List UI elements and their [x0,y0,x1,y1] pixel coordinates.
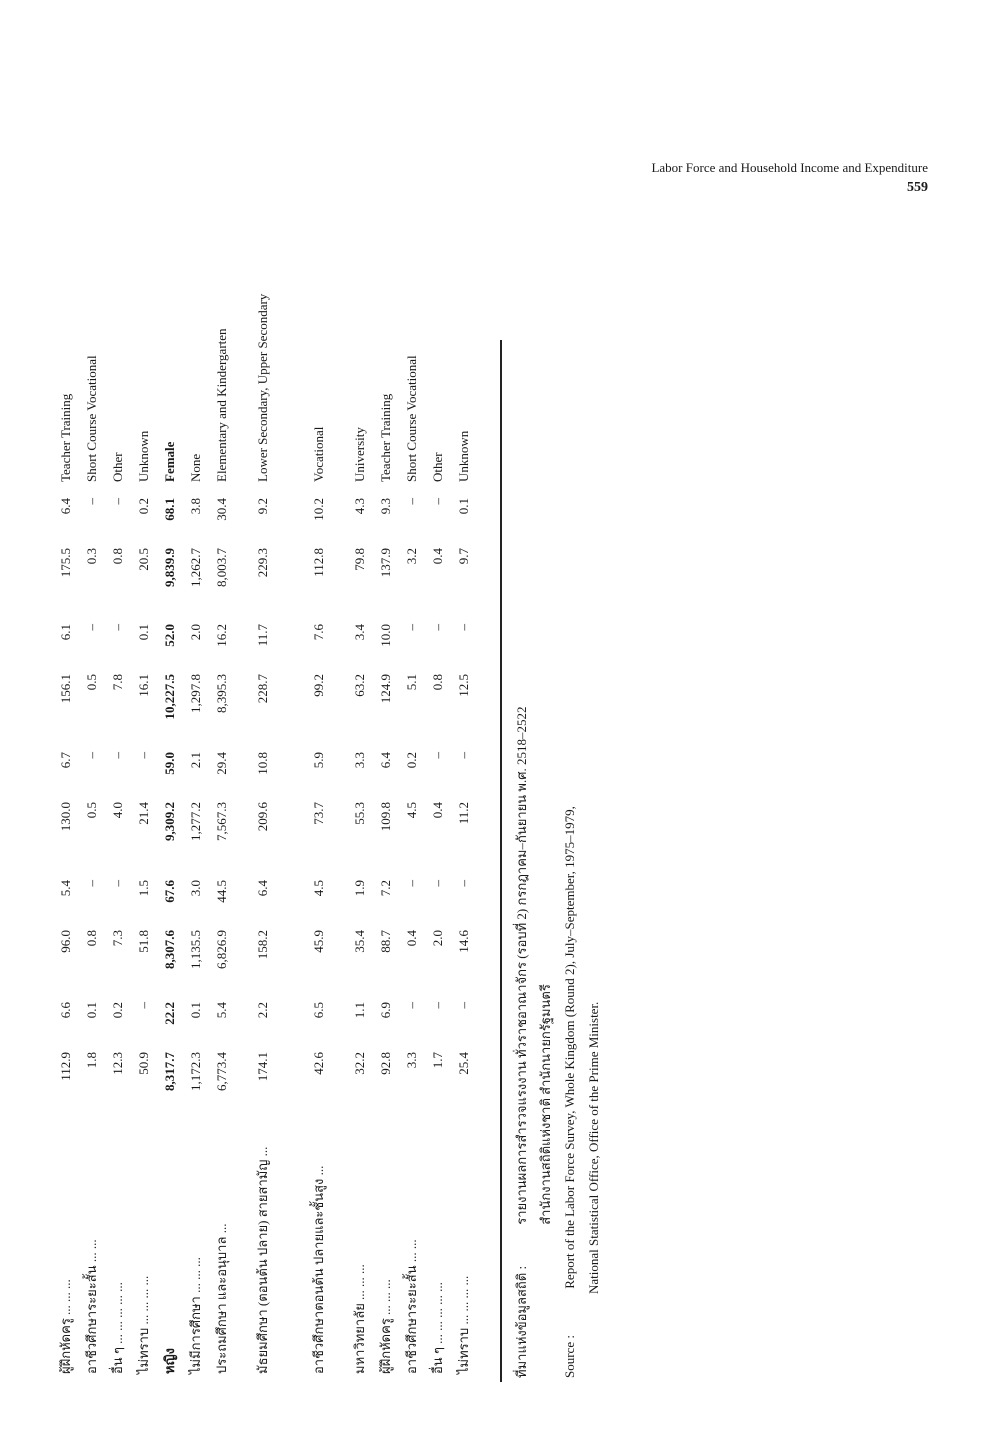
table-row [234,286,290,1382]
cell-value: 8,395.3 [213,674,229,713]
cell-value: 1,297.8 [187,674,203,713]
cell-value: 1,262.7 [187,548,203,587]
row-label-english: Other [109,452,125,482]
row-label-english: Unknown [135,430,151,482]
table-row [208,286,234,1382]
cell-value: 11.2 [455,802,471,825]
cell-value: – [135,752,151,759]
cell-value: 79.8 [351,548,367,571]
row-label-thai: อาชีวศึกษาระยะสั้น ... ... [403,1239,419,1374]
cell-value: 4.5 [403,802,419,819]
cell-value: 1.1 [351,1002,367,1019]
cell-value: 130.0 [57,802,73,832]
cell-value: 6.4 [377,752,393,769]
source-thai-line-1 [510,282,534,1378]
cell-value: – [109,752,125,759]
cell-value: 0.4 [429,548,445,565]
table-row [372,286,398,1382]
page-number: 559 [907,180,928,195]
cell-value: – [83,498,99,505]
cell-value: 92.8 [377,1052,393,1075]
row-label-english: Short Course Vocational [83,355,99,482]
row-label-thai: ผู้ฝึกหัดครู ... ... ... [57,1279,73,1374]
table-row [398,286,424,1382]
cell-value: 7.8 [109,674,125,691]
row-label-english: Short Course Vocational [403,355,419,482]
cell-value: 0.1 [187,1002,203,1019]
table-row [104,286,130,1382]
cell-value: 21.4 [135,802,151,825]
cell-value: 4.0 [109,802,125,819]
cell-value: 124.9 [377,674,393,704]
table-row [156,286,182,1382]
row-label-english: Teacher Training [377,393,393,482]
row-label-thai: อาชีวศึกษาระยะสั้น ... ... [83,1239,99,1374]
cell-value: 20.5 [135,548,151,571]
cell-value: 51.8 [135,930,151,953]
cell-value: 2.2 [254,1002,270,1019]
cell-value: 2.0 [429,930,445,947]
cell-value: 99.2 [310,674,326,697]
page-header [651,158,928,198]
cell-value: 16.1 [135,674,151,697]
cell-value: 68.1 [161,498,177,521]
cell-value: 0.2 [135,498,151,515]
row-label-thai: ประถมศึกษา และอนุบาล ... [213,1223,229,1374]
cell-value: 112.8 [310,548,326,577]
cell-value: 50.9 [135,1052,151,1075]
table-row [182,286,208,1382]
row-label-thai: อาชีวศึกษาตอนต้น ปลายและชั้นสูง ... [310,1165,326,1374]
cell-value: – [429,752,445,759]
row-label-thai: อื่น ๆ ... ... ... ... ... [429,1282,445,1374]
cell-value: 45.9 [310,930,326,953]
cell-value: – [429,624,445,631]
row-label-thai: ไม่ทราบ ... ... ... ... [455,1275,471,1374]
cell-value: 7,567.3 [213,802,229,841]
cell-value: 55.3 [351,802,367,825]
source-en-line-1 [558,282,582,1378]
cell-value: 0.5 [83,674,99,691]
cell-value: 7.2 [377,880,393,897]
cell-value: – [135,1002,151,1009]
cell-value: 9,839.9 [161,548,177,587]
row-label-english: Teacher Training [57,393,73,482]
cell-value: – [403,624,419,631]
cell-value: 7.6 [310,624,326,641]
cell-value: 0.4 [429,802,445,819]
cell-value: 3.3 [351,752,367,769]
cell-value: 2.0 [187,624,203,641]
cell-value: 11.7 [254,624,270,647]
cell-value: 8,307.6 [161,930,177,969]
cell-value: 6,773.4 [213,1052,229,1091]
cell-value: 14.6 [455,930,471,953]
cell-value: 42.6 [310,1052,326,1075]
row-label-english: University [351,427,367,482]
table-bottom-rule [500,340,502,1382]
cell-value: – [109,880,125,887]
cell-value: 63.2 [351,674,367,697]
cell-value: 73.7 [310,802,326,825]
cell-value: 88.7 [377,930,393,953]
row-label-english: Vocational [310,426,326,482]
source-note [510,282,606,1382]
cell-value: 5.1 [403,674,419,691]
cell-value: 5.9 [310,752,326,769]
cell-value: 6.4 [57,498,73,515]
cell-value: 137.9 [377,548,393,578]
cell-value: 10,227.5 [161,674,177,720]
row-label-thai: หญิง [161,1348,177,1374]
cell-value: 174.1 [254,1052,270,1082]
cell-value: 0.4 [403,930,419,947]
cell-value: – [403,498,419,505]
source-en-label: Source : [562,1335,577,1378]
cell-value: 229.3 [254,548,270,578]
row-label-english: Elementary and Kindergarten [213,328,229,482]
row-label-thai: มัธยมศึกษา (ตอนต้น ปลาย) สายสามัญ ... [254,1146,270,1374]
cell-value: 8,003.7 [213,548,229,587]
cell-value: 3.4 [351,624,367,641]
cell-value: 6.9 [377,1002,393,1019]
cell-value: 67.6 [161,880,177,903]
cell-value: 9,309.2 [161,802,177,841]
cell-value: 109.8 [377,802,393,832]
cell-value: 6.1 [57,624,73,641]
cell-value: 0.1 [83,1002,99,1019]
cell-value: 2.1 [187,752,203,769]
table-row [290,286,346,1382]
row-label-english: None [187,453,203,482]
table-row [450,286,476,1382]
cell-value: – [83,624,99,631]
source-thai-line-2 [534,282,558,1378]
cell-value: 10.0 [377,624,393,647]
running-title: Labor Force and Household Income and Expenditure [651,160,928,175]
cell-value: 5.4 [57,880,73,897]
cell-value: 5.4 [213,1002,229,1019]
cell-value: 1.5 [135,880,151,897]
cell-value: – [455,880,471,887]
cell-value: 158.2 [254,930,270,960]
cell-value: 1.7 [429,1052,445,1069]
cell-value: 8,317.7 [161,1052,177,1091]
cell-value: 96.0 [57,930,73,953]
table-body [52,286,476,1382]
cell-value: 6.7 [57,752,73,769]
cell-value: 59.0 [161,752,177,775]
row-label-english: Unknown [455,430,471,482]
cell-value: 1,277.2 [187,802,203,841]
cell-value: 22.2 [161,1002,177,1025]
data-table [52,286,476,1382]
row-label-thai: ไม่ทราบ ... ... ... ... [135,1275,151,1374]
cell-value: 16.2 [213,624,229,647]
cell-value: 3.0 [187,880,203,897]
cell-value: 10.2 [310,498,326,521]
cell-value: 6.4 [254,880,270,897]
cell-value: 0.8 [429,674,445,691]
cell-value: 0.8 [83,930,99,947]
cell-value: 0.8 [109,548,125,565]
cell-value: 12.5 [455,674,471,697]
cell-value: 25.4 [455,1052,471,1075]
source-thai-label: ที่มาแห่งข้อมูลสถิติ : [514,1265,529,1378]
cell-value: 0.5 [83,802,99,819]
row-label-thai: ไม่มีการศึกษา ... ... ... [187,1257,203,1374]
cell-value: – [403,1002,419,1009]
cell-value: – [83,752,99,759]
cell-value: – [109,498,125,505]
cell-value: 1.8 [83,1052,99,1069]
cell-value: 228.7 [254,674,270,704]
cell-value: – [455,624,471,631]
cell-value: 35.4 [351,930,367,953]
row-label-english: Lower Secondary, Upper Secondary [254,293,270,482]
cell-value: 1.9 [351,880,367,897]
table-row [52,286,78,1382]
cell-value: 0.2 [403,752,419,769]
cell-value: 7.3 [109,930,125,947]
source-en-text-1: Report of the Labor Force Survey, Whole Kingdom (Round 2), July–September, 1975–1979, [562,806,577,1289]
table-row [424,286,450,1382]
cell-value: 52.0 [161,624,177,647]
source-en-text-2: National Statistical Office, Office of the Prime Minister. [586,1001,601,1294]
cell-value: 156.1 [57,674,73,704]
cell-value: 0.3 [83,548,99,565]
cell-value: 9.7 [455,548,471,565]
cell-value: 4.5 [310,880,326,897]
cell-value: 0.1 [135,624,151,641]
table-row [78,286,104,1382]
cell-value: 175.5 [57,548,73,578]
cell-value: 3.2 [403,548,419,565]
row-label-thai: อื่น ๆ ... ... ... ... ... [109,1282,125,1374]
cell-value: 9.2 [254,498,270,515]
cell-value: 3.3 [403,1052,419,1069]
row-label-english: Female [161,441,177,482]
cell-value: – [455,1002,471,1009]
cell-value: – [403,880,419,887]
cell-value: 44.5 [213,880,229,903]
source-thai-text-2: สำนักงานสถิติแห่งชาติ สำนักนายกรัฐมนตรี [538,984,553,1225]
cell-value: 10.8 [254,752,270,775]
cell-value: 112.9 [57,1052,73,1081]
source-en-line-2 [582,282,606,1378]
cell-value: 6.5 [310,1002,326,1019]
table-row [130,286,156,1382]
cell-value: 6.6 [57,1002,73,1019]
cell-value: 32.2 [351,1052,367,1075]
cell-value: 6,826.9 [213,930,229,969]
cell-value: 9.3 [377,498,393,515]
row-label-english: Other [429,452,445,482]
cell-value: 209.6 [254,802,270,832]
row-label-thai: มหาวิทยาลัย ... ... ... [351,1264,367,1374]
cell-value: – [83,880,99,887]
cell-value: 3.8 [187,498,203,515]
row-label-thai: ผู้ฝึกหัดครู ... ... ... [377,1279,393,1374]
cell-value: 1,172.3 [187,1052,203,1091]
cell-value: 30.4 [213,498,229,521]
cell-value: 29.4 [213,752,229,775]
rotated-table-block [52,282,952,1382]
cell-value: 1,135.5 [187,930,203,969]
cell-value: 4.3 [351,498,367,515]
cell-value: 0.1 [455,498,471,515]
cell-value: – [429,1002,445,1009]
cell-value: – [109,624,125,631]
cell-value: – [429,880,445,887]
table-row [346,286,372,1382]
cell-value: 12.3 [109,1052,125,1075]
cell-value: 0.2 [109,1002,125,1019]
cell-value: – [455,752,471,759]
source-thai-text-1: รายงานผลการสำรวจแรงงาน ทั่วราชอาณาจักร (รอบที่ 2) กรกฎาคม–กันยายน พ.ศ. 2518–2522 [514,706,529,1225]
cell-value: – [429,498,445,505]
